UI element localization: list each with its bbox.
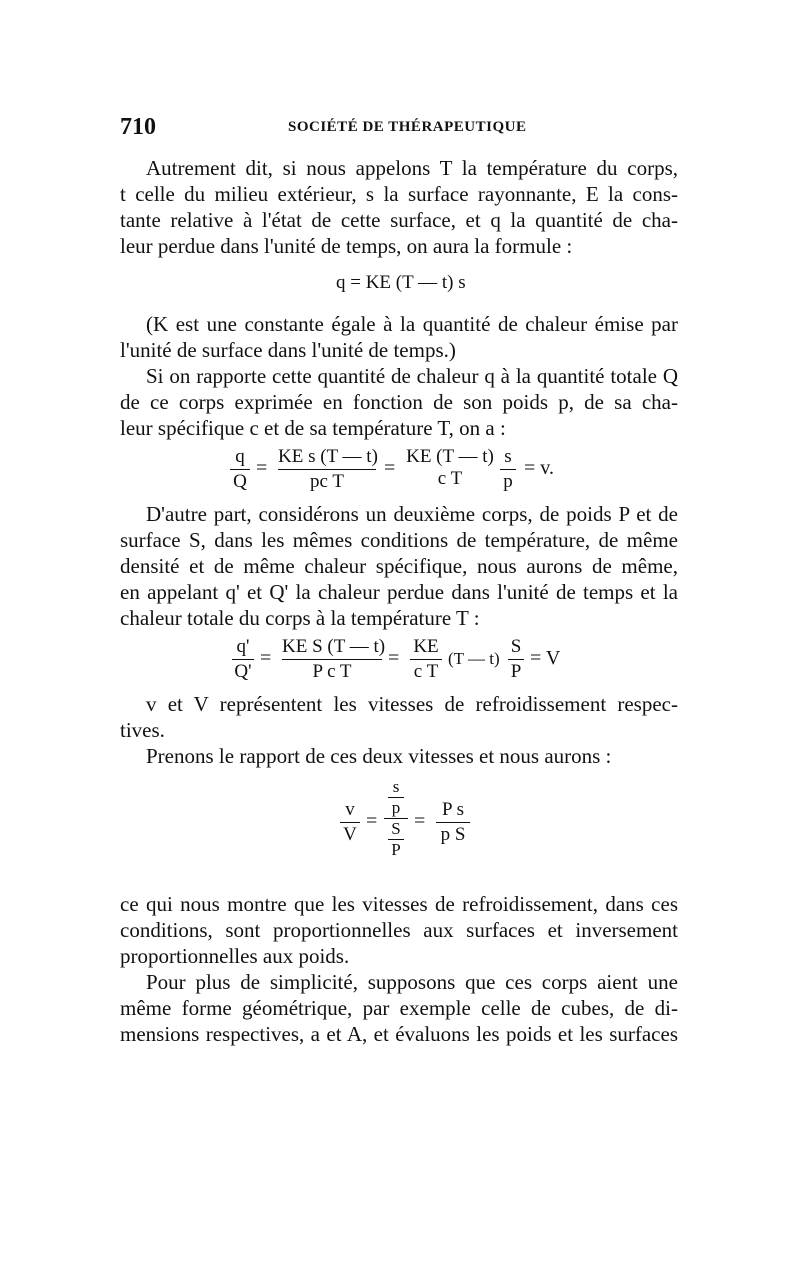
- text-line: même forme géométrique, par exemple celle de cubes, de di-: [120, 996, 678, 1020]
- text-line: v et V représentent les vitesses de refroidissement respec-: [146, 692, 678, 716]
- book-page: 710 SOCIÉTÉ DE THÉRAPEUTIQUE Autrement dit, si nous appelons T la température du corps, t celle du milieu extérieur, s la surface rayonnante, E la cons- tante relative à l'état de cette surface, et q la quantité de cha- leur perdue dans l'unité de temps, on aura la formule : q = KE (T — t) s (K est une constante égale à la quantité de chaleur émise par l'unité de surface dans l'unité de temps.) Si on rapporte cette quantité de chaleur q à la quantité totale Q de ce corps exprimée en fonction de son poids p, de sa cha- leur spécifique c et de sa température T, on a : q Q = KE s (T — t) pc T = KE (T — t) c T s p = v. D'autre part, considérons un deuxième corps, de poids P et de surface S, dans les mêmes conditions de température, de même densité et de même chaleur spécifique, nous aurons de même, en appelant q' et Q' la chaleur perdue dans l'unité de temps et la chaleur totale du corps à la température T : q' Q' = KE S (T — t) P c T = KE c T (T — t) S P = V v et V représentent les vitesses de refroidissement respec- tives. Prenons le rapport de ces deux vitesses et nous aurons : v V = s p S P = P s p S ce qui nous montre que les vitesses de refroidissement, dans ces conditions, sont proportionnelles aux surfaces et inversement proportionnelles aux poids. Pour plus de simplicité, supposons que ces corps aient une même forme géométrique, par exemple celle de cubes, de di- mensions respectives, a et A, et évaluons les poids et les surfaces: [120, 114, 678, 1046]
- text-line: leur perdue dans l'unité de temps, on aura la formule :: [120, 234, 573, 258]
- text-line: en appelant q' et Q' la chaleur perdue dans l'unité de temps et la: [120, 580, 678, 604]
- text-line: ce qui nous montre que les vitesses de refroidissement, dans ces: [120, 892, 678, 916]
- text-line: tante relative à l'état de cette surface, et q la quantité de cha-: [120, 208, 678, 232]
- text-line: tives.: [120, 718, 165, 742]
- fraction: q' Q': [232, 637, 254, 682]
- fraction: v V: [340, 800, 360, 845]
- text-line: proportionnelles aux poids.: [120, 944, 350, 968]
- text-line: conditions, sont proportionnelles aux surfaces et inversement: [120, 918, 678, 942]
- text-line: Prenons le rapport de ces deux vitesses et nous aurons :: [146, 744, 612, 768]
- running-head: SOCIÉTÉ DE THÉRAPEUTIQUE: [288, 119, 527, 135]
- page-header: [120, 114, 680, 144]
- fraction: KE c T: [410, 637, 442, 682]
- text-line: de ce corps exprimée en fonction de son poids p, de sa cha-: [120, 390, 678, 414]
- fraction: q Q: [230, 447, 250, 492]
- text-line: surface S, dans les mêmes conditions de température, de même: [120, 528, 678, 552]
- text-line: (K est une constante égale à la quantité de chaleur émise par: [146, 312, 678, 336]
- text-line: l'unité de surface dans l'unité de temps.): [120, 338, 456, 362]
- text-line: chaleur totale du corps à la température T :: [120, 606, 480, 630]
- fraction: P s p S: [436, 800, 470, 845]
- text-line: Autrement dit, si nous appelons T la température du corps,: [146, 156, 678, 180]
- fraction: KE S (T — t) P c T: [282, 636, 386, 682]
- page-number: 710: [120, 114, 156, 140]
- text-line: densité et de même chaleur spécifique, nous aurons de même,: [120, 554, 678, 578]
- text-line: t celle du milieu extérieur, s la surface rayonnante, E la cons-: [120, 182, 678, 206]
- text-line: D'autre part, considérons un deuxième corps, de poids P et de: [146, 502, 678, 526]
- text-line: mensions respectives, a et A, et évaluons les poids et les surfaces: [120, 1022, 678, 1046]
- text-line: leur spécifique c et de sa température T, on a :: [120, 416, 506, 440]
- fraction: s p: [500, 447, 516, 492]
- fraction: S P: [508, 637, 524, 682]
- fraction: KE (T — t) c T: [406, 446, 494, 489]
- compound-fraction: s p S P: [384, 778, 408, 859]
- formula-heat-loss: q = KE (T — t) s: [336, 272, 466, 293]
- fraction: KE s (T — t) pc T: [278, 446, 378, 492]
- text-line: Pour plus de simplicité, supposons que ces corps aient une: [146, 970, 678, 994]
- text-line: Si on rapporte cette quantité de chaleur q à la quantité totale Q: [146, 364, 678, 388]
